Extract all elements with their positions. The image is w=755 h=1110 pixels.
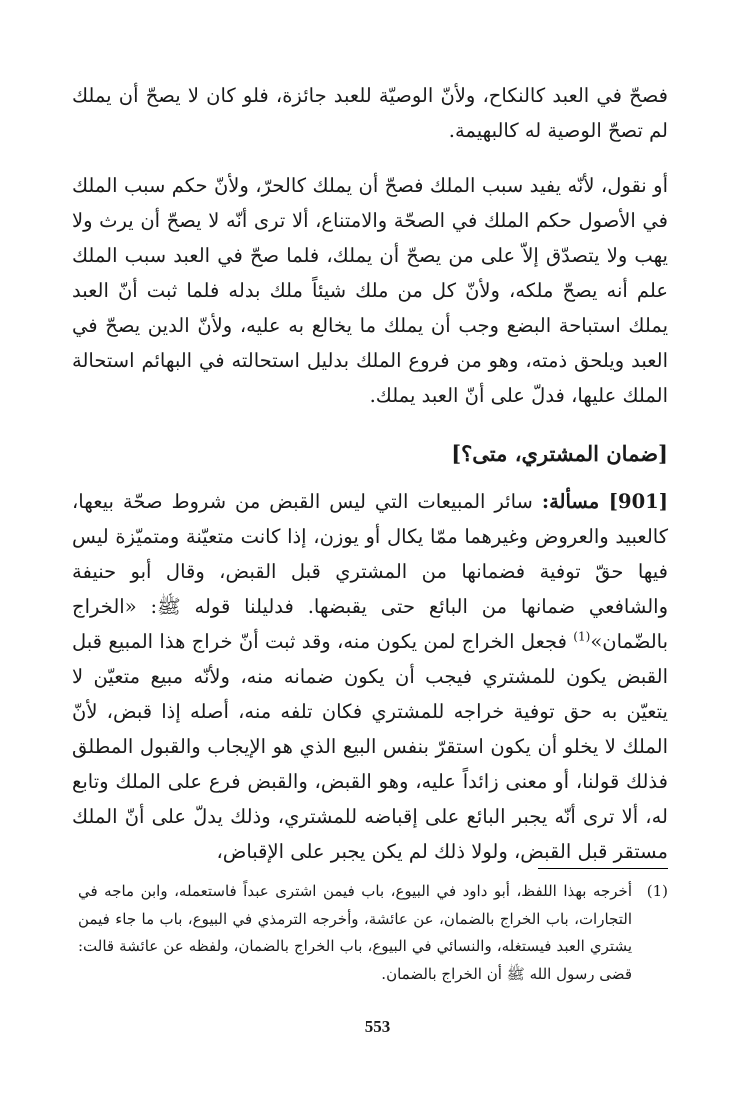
footnote-text: أخرجه بهذا اللفظ، أبو داود في البيوع، باب فيمن اشترى عبداً فاستعمله، وابن ماجه في التجارات، باب الخراج بالضمان، عن عائشة، وأخرجه الترمذي في البيوع، باب ما جاء فيمن يشتري العبد فيستغله، والنسائي في البيوع، باب الخراج بالضمان، ولفظه عن عائشة قالت: قضى رسول الله ﷺ أن الخراج بالضمان. [78, 882, 632, 983]
issue-text-part-2: فجعل الخراج لمن يكون منه، وقد ثبت أنّ خراج هذا المبيع قبل القبض يكون للمشتري فيجب أن يكون ضمانه منه، ولأنّه مبيع متعيّن لا يتعيّن به حق توفية خراجه للمشتري فكان تلفه منه، أصله إذا قبض، لأنّ الملك لا يخلو أن يكون استقرّ بنفس البيع الذي هو الإيجاب والقبول المطلق فذلك قولنا، أو معنى زائداً عليه، وهو القبض، والقبض فرع على الملك وتابع له، ألا ترى أنّه يجبر البائع على إقباضه للمشتري، وذلك يدلّ على أنّ الملك مستقر قبل القبض، ولولا ذلك لم يكن يجبر على الإقباض، [72, 630, 668, 863]
issue-label: [901] مسألة: [541, 490, 668, 513]
footnote-number: (1) [646, 882, 668, 900]
issue-paragraph [72, 484, 668, 869]
footnote-reference[interactable]: (1) [573, 629, 591, 644]
issue-text-part-1: سائر المبيعات التي ليس القبض من شروط صحّة بيعها، كالعبيد والعروض وغيرهما ممّا يكال أو يوزن، إذا كانت متعيّنة ومتميّزة ليس فيها حقّ توفية فضمانها من المشتري قبل القبض، وقال أبو حنيفة والشافعي ضمانها من البائع حتى يقبضها. فدليلنا قوله ﷺ: «الخراج بالضّمان» [72, 490, 668, 653]
body-paragraph-2: أو نقول، لأنّه يفيد سبب الملك فصحّ أن يملك كالحرّ، ولأنّ حكم سبب الملك في الأصول حكم الملك في الصحّة والامتناع، ألا ترى أنّه لا يصحّ أن يرث ولا يهب ولا يتصدّق إلاّ على من يصحّ أن يملك، فلما صحّ في العبد سبب الملك علم أنه يصحّ ملكه، ولأنّ كل من ملك شيئاً ملك بدله فلما ثبت أنّ العبد يملك استباحة البضع وجب أن يملك ما يخالع به عليه، ولأنّ الدين يصحّ في العبد ويلحق ذمته، وهو من فروع الملك بدليل استحالته في البهائم استحالة الملك عليها، فدلّ على أنّ العبد يملك. [72, 174, 668, 407]
page-number: 553 [364, 1017, 391, 1036]
section-heading: [ضمان المشتري، متى؟] [451, 441, 668, 466]
body-paragraph-1: فصحّ في العبد كالنكاح، ولأنّ الوصيّة للعبد جائزة، فلو كان لا يصحّ أن يملك لم تصحّ الوصية له كالبهيمة. [72, 84, 668, 142]
footnote-divider [538, 868, 668, 869]
footnote-row [78, 878, 668, 988]
footnote [78, 878, 668, 988]
